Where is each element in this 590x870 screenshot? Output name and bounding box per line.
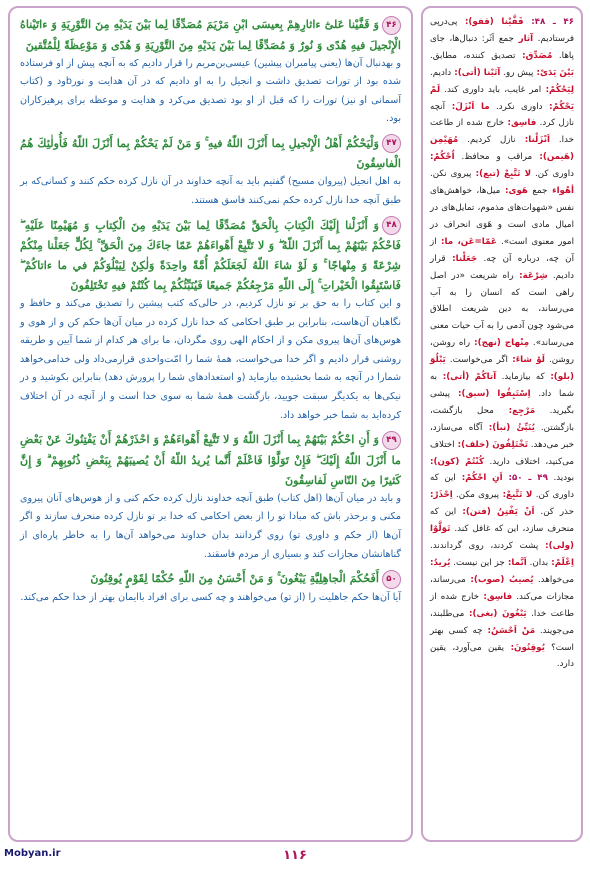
- glossary-section-heading: ۴۹ ـ ۵۰:: [502, 473, 548, 484]
- glossary-term: تَخْتَلِفُونَ (خلف):: [454, 439, 528, 450]
- verse-arabic: ۴۹وَ أَنِ احْكُمْ بَيْنَهُمْ بِما أَنْزَلَ اللّهُ وَ لا تَتَّبِعْ أَهْواءَهُمْ وَ احْذَرْهُمْ أَنْ يَفْتِنُوكَ عَنْ بَعْضِ ما أَنْزَلَ اللّهُ إِلَيْكَ ۖ فَإِنْ تَوَلَّوْا فَاعْلَمْ أَنَّما يُريدُ اللّهُ أَنْ يُصيبَهُمْ بِبَعْضِ ذُنُوبِهِمْ ۗ وَ إِنَّ كَثيرًا مِنَ النّاسِ لَفاسِقُونَ: [20, 432, 401, 487]
- glossary-term: لَوْ شاءَ:: [507, 355, 545, 366]
- glossary-meaning: داوری نکرد.: [489, 101, 543, 112]
- verse-arabic: ۴۷وَلْيَحْكُمْ أَهْلُ الْإِنْجيلِ بِما أَنْزَلَ اللّهُ فيهِ ۚ وَ مَنْ لَمْ يَحْكُمْ بِما أَنْزَلَ اللّهُ فَأُولٰئِكَ هُمُ الْفاسِقُونَ: [20, 135, 401, 171]
- verse-arabic: ۴۶وَ قَفَّيْنا عَلىٰٓ ءاثارِهِمْ بِعيسَى ابْنِ مَرْيَمَ مُصَدِّقًا لِما بَيْنَ يَدَيْهِ مِنَ التَّوْرِيَةِ وَ ءاتَيْناهُ الْإِنْجيلَ فيهِ هُدًى وَ نُورٌ وَ مُصَدِّقًا لِما بَيْنَ يَدَيْهِ مِنَ التَّوْرِيَةِ وَ هُدًى وَ مَوْعِظَةً لِلْمُتَّقينَ: [20, 17, 401, 52]
- glossary-text: [430, 14, 574, 673]
- glossary-term: کُنْتُمْ (کون):: [430, 456, 485, 467]
- glossary-term: یَبْلُوَ (بلو):: [430, 355, 574, 383]
- site-label: Mobyan.ir: [4, 848, 61, 859]
- glossary-panel: [421, 6, 583, 842]
- verse-number: ۵۰: [382, 570, 401, 589]
- glossary-term: مَنْ اَحْسَنُ:: [482, 625, 536, 636]
- glossary-meaning: پیروی نکن.: [430, 169, 472, 180]
- glossary-meaning: می‌خواهد.: [533, 574, 574, 585]
- glossary-term: جَعَلْنا:: [445, 253, 478, 264]
- glossary-meaning: امر غایب، باید داوری کند.: [440, 84, 542, 95]
- verse-translation: و این کتاب را به حق بر تو نازل کردیم، در حالی‌که کتب پیشین را تصدیق می‌کند و حافظ و نگاهبان آن‌هاست، بنابراین بر طبق احکامی که خدا نازل کرده در میان آن‌ها حکم کن و از هوی و هوس‌های آن‌ها پیروی مکن و از احکام الهی روی مگردان، ما برای هر کدام از شما آیین و طریقه روشنی قرار دادیم و اگر خدا می‌خواست، همهٔ شما را امّت‌واحدی قرارمی‌داد ولی خدامی‌خواهد شمارا در آنچه به شما بخشیده بیازماید (و استعدادهای شما را پرورش دهد) بنابراین بکوشید و در نیکی‌ها به یکدیگر سبقت جویید، بازگشت همهٔ شما به سوی خدا است و از آنچه در آن اختلاف کرده‌اید به شما خبر خواهد داد.: [20, 298, 401, 421]
- verse-block: [20, 429, 401, 564]
- verse-arabic: ۴۸وَ أَنْزَلْنا إِلَيْكَ الْكِتابَ بِالْحَقِّ مُصَدِّقًا لِما بَيْنَ يَدَيْهِ مِنَ الْكِتابِ وَ مُهَيْمِنًا عَلَيْهِ ۖ فَاحْكُمْ بَيْنَهُمْ بِما أَنْزَلَ اللّهُ ۖ وَ لا تَتَّبِعْ أَهْواءَهُمْ عَمّا جاءَكَ مِنَ الْحَقِّ ۚ لِكُلٍّ جَعَلْنا مِنْكُمْ شِرْعَةً وَ مِنْهاجًا ۚ وَ لَوْ شاءَ اللّهُ لَجَعَلَكُمْ أُمَّةً واحِدَةً وَلٰكِنْ لِيَبْلُوَكُمْ في ما ءاتاكُمْ ۖ فَاسْتَبِقُوا الْخَيْراتِ ۚ إِلَى اللّهِ مَرْجِعُكُمْ جَميعًا فَيُنَبِّئُكُمْ بِما كُنْتُمْ فيهِ تَخْتَلِفُونَ: [20, 217, 401, 293]
- verse-number: ۴۸: [382, 216, 401, 235]
- glossary-term: أهْواء: [547, 186, 574, 197]
- glossary-meaning: راه روشن، روشن.: [430, 338, 574, 366]
- glossary-meaning: آنچه نازل کرد.: [430, 101, 575, 129]
- glossary-meaning: محل بازگشت، بازگشتن.: [430, 405, 575, 433]
- glossary-meaning: به شما داد.: [430, 372, 574, 399]
- glossary-term: مُهَیْمِن (هَیمن):: [430, 135, 575, 163]
- glossary-term: یُصیبُ (صوب):: [465, 574, 534, 585]
- glossary-meaning: چه کسی بهتر است؟: [430, 625, 574, 653]
- glossary-term: اِسْتَبِقُوا (سبق):: [450, 388, 531, 399]
- verse-number: ۴۶: [382, 16, 401, 35]
- glossary-meaning: میل‌ها، خواهش‌های نفس «شهوات‌های مذموم، تمایل‌های در امیال مادی است و هَوَی انحراف در امور معنوی است».: [430, 186, 574, 247]
- glossary-term: فاسِق:: [503, 118, 537, 129]
- glossary-meaning: نازل کردیم.: [458, 135, 516, 146]
- glossary-meaning: خارج شده از طاعت خدا.: [430, 118, 575, 146]
- glossary-meaning: پشت کردند، روی گرداندند.: [430, 541, 539, 552]
- glossary-meaning: پیروی مکن.: [452, 490, 500, 501]
- glossary-term: اِعْلَمْ:: [548, 558, 575, 568]
- glossary-meaning: دادیم.: [430, 67, 452, 78]
- glossary-meaning: بدان.: [526, 558, 549, 568]
- page-number: ۱۱۶: [283, 848, 307, 863]
- glossary-term: یُوقِنُونَ:: [504, 642, 545, 653]
- glossary-meaning: جز این نیست.: [450, 558, 505, 568]
- glossary-meaning: این که منحرف سازد، این که غافل کند.: [430, 507, 574, 535]
- glossary-meaning: اختلاف می‌کنید، اختلاف دارید.: [430, 439, 575, 467]
- verse-translation: آیا آن‌ها حکم جاهلیت را (از تو) می‌خواهند و چه کسی برای افراد باایمان بهتر از خدا حکم می‌کند.: [20, 591, 401, 603]
- glossary-term: اَنْزَلْنا:: [515, 135, 550, 146]
- glossary-term: لا تَتَّبِعْ:: [499, 490, 533, 501]
- glossary-term: مِنْهاج (نهج):: [470, 338, 530, 349]
- glossary-meaning: این که داوری کن.: [430, 473, 574, 501]
- glossary-meaning: قرار دادیم.: [430, 253, 575, 281]
- glossary-term: آتَیْنا (أتی):: [451, 67, 501, 78]
- glossary-term: عَمّا=عَن، ما:: [436, 236, 497, 247]
- glossary-meaning: جمع: [527, 186, 548, 197]
- glossary-term: ما اَنْزَلَ:: [445, 101, 490, 112]
- glossary-meaning: بودید.: [547, 473, 574, 484]
- glossary-meaning: پیش رو.: [500, 67, 534, 78]
- verse-block: [20, 14, 401, 129]
- glossary-term: بَیْنَ یَدَیْ:: [533, 67, 574, 78]
- glossary-meaning: اگر می‌خواست.: [445, 355, 508, 366]
- glossary-section-heading: ۴۶ ـ ۴۸:: [523, 17, 574, 27]
- glossary-meaning: می‌رساند، مجازات می‌کند.: [430, 574, 574, 602]
- glossary-term: قَفَّیْنا (قفو):: [457, 17, 524, 27]
- verse-arabic: ۵۰أَفَحُكْمَ الْجاهِلِيَّةِ يَبْغُونَ ۚ وَ مَنْ أَحْسَنُ مِنَ اللّهِ حُكْمًا لِقَوْمٍ يُوقِنُونَ: [20, 568, 401, 589]
- glossary-meaning: پیشی بگیرید.: [430, 388, 574, 416]
- glossary-term: فاسِق:: [479, 591, 513, 602]
- glossary-meaning: راه شریعت «در اصل راهی است که انسان را به آب می‌رساند، به دین شریعت اطلاق می‌شود چون آدمی را به آب حیات معنی می‌رساند».: [430, 270, 574, 349]
- glossary-meaning: از آن چه، درباره آن چه.: [430, 236, 574, 264]
- glossary-term: اُحْکُمْ:: [430, 152, 455, 163]
- verse-translation: به اهل انجیل (پیروان مسیح) گفتیم باید به آنچه خداوند در آن نازل کرده حکم کنند و کسانی‌که بر طبق آنچه خدا نازل کرده حکم نمی‌کنند فاسق هستند.: [20, 176, 401, 206]
- glossary-term: لا تَتَّبِعْ (تبع):: [471, 169, 532, 180]
- glossary-meaning: پی‌در‌پی فرستادیم.: [430, 17, 575, 44]
- verse-translation: و بهدنبال آن‌ها (یعنی پیامبران پیشین) عیسی‌بن‌مریم را قرار دادیم که به آنچه پیش از او فرستاده شده بود از تورات تصدیق داشت و انجیل را به او دادیم که در آن هدایت و نورbود و (کتاب آسمانی او نیز) تورات را که قبل از او بود تصدیق می‌کرد و هدایت و موعظه برای پرهیزکاران بود.: [20, 57, 401, 125]
- glossary-term: مُصَدِّق:: [515, 50, 553, 61]
- glossary-term: اَنِ احْکُمْ:: [455, 473, 503, 484]
- glossary-term: آتاکُمْ (أتی):: [437, 372, 497, 383]
- verse-block: [20, 133, 401, 211]
- glossary-term: لِیَحْکُمْ:: [541, 84, 574, 95]
- glossary-meaning: آگاه می‌سازد، خبر می‌دهد.: [430, 422, 574, 450]
- glossary-term: لَمْ یَحْکُمْ:: [430, 84, 574, 112]
- glossary-meaning: داوری کن.: [531, 169, 574, 180]
- glossary-term: اَنَّما:: [504, 558, 527, 568]
- glossary-term: آثار: [513, 33, 534, 44]
- glossary-meaning: حذر کن.: [534, 507, 574, 518]
- verse-number: ۴۷: [382, 134, 401, 153]
- glossary-term: تَوَلَّوْا (ولی):: [430, 524, 574, 552]
- glossary-meaning: تصدیق کننده، مطابق.: [430, 50, 516, 61]
- verse-block: [20, 568, 401, 607]
- glossary-term: مَرْجِع:: [493, 405, 536, 416]
- glossary-meaning: یقین می‌آورد، یقین دارد.: [430, 642, 574, 670]
- glossary-meaning: می‌طلبند، می‌جویند.: [430, 608, 574, 636]
- glossary-term: یُنَبِّئُ (نبأ):: [482, 422, 535, 433]
- verse-translation: و باید در میان آن‌ها (اهل کتاب) طبق آنچه خداوند نازل کرده حکم کنی و از هوس‌های آنان پیروی مکنی و برحذر باش که مبادا تو را از بعض احکامی که خدا بر تو نازل کرده منحرف سازند و اگر آن‌ها (از حکم و داوری تو) روی گردانند بدان خداوند می‌خواهد آن‌ها را به خاطر پاره‌ای از گناهانشان مجازات کند و بسیاری از مردم فاسقند.: [20, 492, 401, 560]
- glossary-meaning: خارج شده از طاعت خدا.: [430, 591, 575, 619]
- verses-panel: [8, 6, 413, 842]
- glossary-term: هَوی:: [500, 186, 528, 197]
- glossary-term: اَنْ یَفْتِنُ (فتن):: [456, 507, 535, 518]
- glossary-term: یُریدُ:: [430, 558, 451, 568]
- glossary-term: یَبْغُونَ (بغی):: [464, 608, 527, 619]
- glossary-term: اِحْذَرْ:: [430, 490, 453, 501]
- glossary-meaning: جمع اَثَر: دنبال‌ها، جای پاها.: [430, 33, 574, 61]
- glossary-term: شِرْعَة:: [513, 270, 548, 281]
- verse-number: ۴۹: [382, 431, 401, 450]
- glossary-meaning: که بیازماید.: [496, 372, 545, 383]
- glossary-meaning: مراقب و محافظ.: [454, 152, 533, 163]
- verse-block: [20, 215, 401, 426]
